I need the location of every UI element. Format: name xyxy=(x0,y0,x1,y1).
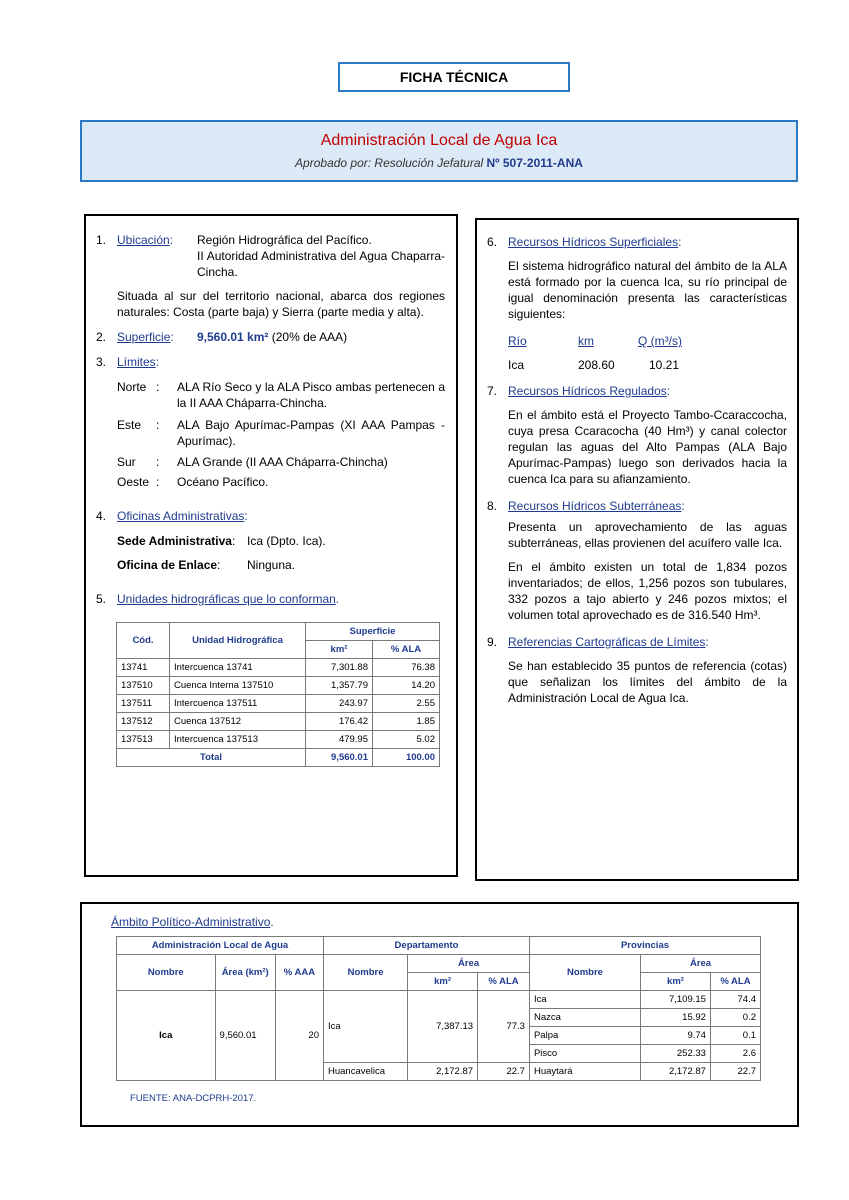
section-1-number: 1. xyxy=(96,233,107,247)
col-ala-area: Área (km²) xyxy=(215,955,275,991)
cell-km2: 1,357.79 xyxy=(306,677,373,695)
section-4-number: 4. xyxy=(96,509,107,523)
cell-unidad: Intercuenca 137513 xyxy=(170,731,306,749)
prov-nombre: Palpa xyxy=(529,1027,640,1045)
section-1-heading xyxy=(117,232,173,248)
section-2-number: 2. xyxy=(96,330,107,344)
ala-area: 9,560.01 xyxy=(215,991,275,1081)
col-unidad: Unidad Hidrográfica xyxy=(170,623,306,659)
cell-cod: 137511 xyxy=(117,695,170,713)
sede-value: Ica (Dpto. Ica). xyxy=(247,534,326,548)
section-7-text: En el ámbito está el Proyecto Tambo-Ccaraccocha, cuya presa Ccaracocha (40 Hm³) y canal colector regulan las aguas del Alto Pampas (ALA Bajo Apurímac-Pampas) luego son derivados hacia la cuenca Ica para su afianzamiento. xyxy=(508,408,787,486)
ambito-title-dot: . xyxy=(270,915,274,929)
limite-oeste-dir: Oeste xyxy=(117,475,150,489)
rio-caudal: 10.21 xyxy=(649,358,680,372)
prov-km2: 7,109.15 xyxy=(641,991,711,1009)
table-row xyxy=(117,695,440,713)
enlace-label xyxy=(117,557,220,573)
superficie-value xyxy=(197,329,347,345)
section-9-number: 9. xyxy=(487,635,498,649)
cell-unidad: Intercuenca 137511 xyxy=(170,695,306,713)
total-km2: 9,560.01 xyxy=(306,749,373,767)
table-row xyxy=(117,677,440,695)
enlace-label-text: Oficina de Enlace xyxy=(117,558,218,572)
cell-pct: 76.38 xyxy=(373,659,440,677)
limite-oeste-sep: : xyxy=(156,475,160,489)
limite-este-sep: : xyxy=(156,418,160,432)
cell-unidad: Intercuenca 13741 xyxy=(170,659,306,677)
col-km2: km² xyxy=(306,641,373,659)
section-2-heading xyxy=(117,329,174,345)
section-4-heading xyxy=(117,508,248,524)
section-1-colon: : xyxy=(169,233,174,247)
col-prov-area: Área xyxy=(641,955,761,973)
ambito-title xyxy=(111,914,274,930)
caudal-header: Q (m³/s) xyxy=(638,334,682,348)
section-5-label: Unidades hidrográficas que lo conforman xyxy=(117,592,336,606)
section-7-number: 7. xyxy=(487,384,498,398)
limite-sur-dir: Sur xyxy=(117,455,136,469)
cell-unidad: Cuenca Interna 137510 xyxy=(170,677,306,695)
cell-cod: 13741 xyxy=(117,659,170,677)
limite-norte-text: ALA Río Seco y la ALA Pisco ambas pertenecen a la II AAA Cháparra-Chincha. xyxy=(177,380,445,410)
section-3-number: 3. xyxy=(96,355,107,369)
section-5-colon: . xyxy=(335,592,340,606)
fuente-note: FUENTE: ANA-DCPRH-2017. xyxy=(130,1093,257,1104)
enlace-colon: : xyxy=(217,558,221,572)
prov-pct: 0.2 xyxy=(710,1009,760,1027)
total-row xyxy=(117,749,440,767)
ambito-title-text: Ámbito Político-Administrativo xyxy=(111,915,271,929)
col-depto-pct: % ALA xyxy=(478,973,530,991)
section-5-number: 5. xyxy=(96,592,107,606)
ubicacion-line-1: Región Hidrográfica del Pacífico. xyxy=(197,233,372,247)
km-header: km xyxy=(578,334,594,348)
depto-km2: 7,387.13 xyxy=(408,991,478,1063)
ubicacion-block xyxy=(197,232,445,280)
enlace-value: Ninguna. xyxy=(247,558,296,572)
col-group-departamento: Departamento xyxy=(324,937,530,955)
prov-nombre: Huaytará xyxy=(529,1063,640,1081)
section-3-heading xyxy=(117,354,159,370)
section-2-colon: : xyxy=(170,330,174,344)
resolution-number: Nº 507-2011-ANA xyxy=(486,156,583,170)
section-9-heading xyxy=(508,634,709,650)
section-8-heading xyxy=(508,498,685,514)
ala-pct: 20 xyxy=(275,991,323,1081)
section-6-heading xyxy=(508,234,681,250)
cell-cod: 137513 xyxy=(117,731,170,749)
prov-km2: 252.33 xyxy=(641,1045,711,1063)
section-5-heading xyxy=(117,591,339,607)
section-4-label: Oficinas Administrativas xyxy=(117,509,245,523)
cell-cod: 137512 xyxy=(117,713,170,731)
section-6-number: 6. xyxy=(487,235,498,249)
section-9-text: Se han establecido 35 puntos de referencia (cotas) que señalizan los límites del ámbito de la Administración Local de Agua Ica. xyxy=(508,659,787,705)
unidades-table xyxy=(116,622,440,767)
limite-oeste-text: Océano Pacífico. xyxy=(177,475,269,489)
section-3-colon: : xyxy=(155,355,160,369)
prov-nombre: Ica xyxy=(529,991,640,1009)
table-row xyxy=(117,731,440,749)
superficie-km2: 9,560.01 km² xyxy=(197,330,269,344)
ambito-table xyxy=(116,936,761,1081)
section-6-text: El sistema hidrográfico natural del ámbito de la ALA está formado por la cuenca Ica, su río principal de igual denominación presenta las características siguientes: xyxy=(508,259,787,321)
cell-unidad: Cuenca 137512 xyxy=(170,713,306,731)
depto-nombre: Huancavelica xyxy=(324,1063,408,1081)
prov-nombre: Nazca xyxy=(529,1009,640,1027)
section-7-heading xyxy=(508,383,670,399)
prov-pct: 74.4 xyxy=(710,991,760,1009)
prov-nombre: Pisco xyxy=(529,1045,640,1063)
depto-pct: 22.7 xyxy=(478,1063,530,1081)
cell-km2: 243.97 xyxy=(306,695,373,713)
cell-km2: 7,301.88 xyxy=(306,659,373,677)
header-banner xyxy=(80,120,798,182)
section-9-label: Referencias Cartográficas de Límites xyxy=(508,635,706,649)
prov-km2: 2,172.87 xyxy=(641,1063,711,1081)
table-row xyxy=(117,991,761,1009)
limite-norte-sep: : xyxy=(156,380,160,394)
col-superficie: Superficie xyxy=(306,623,440,641)
ala-nombre: Ica xyxy=(117,991,216,1081)
total-pct: 100.00 xyxy=(373,749,440,767)
section-2-label: Superficie xyxy=(117,330,171,344)
col-group-provincias: Provincias xyxy=(529,937,760,955)
col-ala-pct: % AAA xyxy=(275,955,323,991)
sede-label xyxy=(117,533,235,549)
section-7-colon: : xyxy=(666,384,671,398)
limite-norte-dir: Norte xyxy=(117,380,147,394)
col-prov-pct: % ALA xyxy=(710,973,760,991)
table-row xyxy=(117,713,440,731)
table-row xyxy=(117,659,440,677)
prov-pct: 2.6 xyxy=(710,1045,760,1063)
cell-pct: 5.02 xyxy=(373,731,440,749)
section-6-label: Recursos Hídricos Superficiales xyxy=(508,235,679,249)
ficha-tecnica-title: FICHA TÉCNICA xyxy=(338,62,570,92)
col-prov-km2: km² xyxy=(641,973,711,991)
section-1-label: Ubicación xyxy=(117,233,170,247)
cell-km2: 479.95 xyxy=(306,731,373,749)
page-subtitle xyxy=(82,156,796,170)
sede-label-text: Sede Administrativa xyxy=(117,534,232,548)
depto-pct: 77.3 xyxy=(478,991,530,1063)
section-8-text-1: Presenta un aprovechamiento de las aguas subterráneas, ellas provienen del acuífero valle Ica. xyxy=(508,520,787,550)
cell-cod: 137510 xyxy=(117,677,170,695)
limite-este-text: ALA Bajo Apurímac-Pampas (XI AAA Pampas - Apurímac). xyxy=(177,418,445,448)
total-label: Total xyxy=(117,749,306,767)
section-4-colon: : xyxy=(244,509,248,523)
limite-este-dir: Este xyxy=(117,418,142,432)
prov-pct: 0.1 xyxy=(710,1027,760,1045)
section-8-colon: : xyxy=(681,499,685,513)
cell-pct: 14.20 xyxy=(373,677,440,695)
col-pct-ala: % ALA xyxy=(373,641,440,659)
prov-km2: 15.92 xyxy=(641,1009,711,1027)
col-depto-km2: km² xyxy=(408,973,478,991)
section-9-colon: : xyxy=(705,635,709,649)
ubicacion-description: Situada al sur del territorio nacional, abarca dos regiones naturales: Costa (parte baja) y Sierra (parte media y alta). xyxy=(117,289,445,319)
cell-km2: 176.42 xyxy=(306,713,373,731)
rio-header: Río xyxy=(508,334,527,348)
depto-nombre: Ica xyxy=(324,991,408,1063)
col-ala-nombre: Nombre xyxy=(117,955,216,991)
sede-colon: : xyxy=(231,534,236,548)
superficie-pct: (20% de AAA) xyxy=(268,330,348,344)
col-cod: Cód. xyxy=(117,623,170,659)
col-depto-area: Área xyxy=(408,955,530,973)
section-8-label: Recursos Hídricos Subterráneas xyxy=(508,499,682,513)
limite-sur-sep: : xyxy=(156,455,160,469)
prov-km2: 9.74 xyxy=(641,1027,711,1045)
depto-km2: 2,172.87 xyxy=(408,1063,478,1081)
rio-km: 208.60 xyxy=(578,358,615,372)
section-7-label: Recursos Hídricos Regulados xyxy=(508,384,667,398)
section-8-number: 8. xyxy=(487,499,498,513)
cell-pct: 1.85 xyxy=(373,713,440,731)
section-8-text-2: En el ámbito existen un total de 1,834 pozos inventariados; de ellos, 1,256 pozos son tubulares, 332 pozos a tajo abierto y 246 pozos mixtos; el volumen total aprovechado es de 316.540 Hm³. xyxy=(508,560,787,622)
limite-sur-text: ALA Grande (II AAA Cháparra-Chincha) xyxy=(177,455,388,469)
prov-pct: 22.7 xyxy=(710,1063,760,1081)
ubicacion-line-2: II Autoridad Administrativa del Agua Chaparra- xyxy=(197,249,445,263)
section-6-colon: : xyxy=(678,235,682,249)
col-group-ala: Administración Local de Agua xyxy=(117,937,324,955)
col-prov-nombre: Nombre xyxy=(529,955,640,991)
section-3-label: Límites xyxy=(117,355,156,369)
subtitle-prefix: Aprobado por: Resolución Jefatural xyxy=(295,156,487,170)
ubicacion-line-3: Cincha. xyxy=(197,265,238,279)
col-depto-nombre: Nombre xyxy=(324,955,408,991)
cell-pct: 2.55 xyxy=(373,695,440,713)
rio-name: Ica xyxy=(508,358,525,372)
page-title: Administración Local de Agua Ica xyxy=(320,132,558,149)
